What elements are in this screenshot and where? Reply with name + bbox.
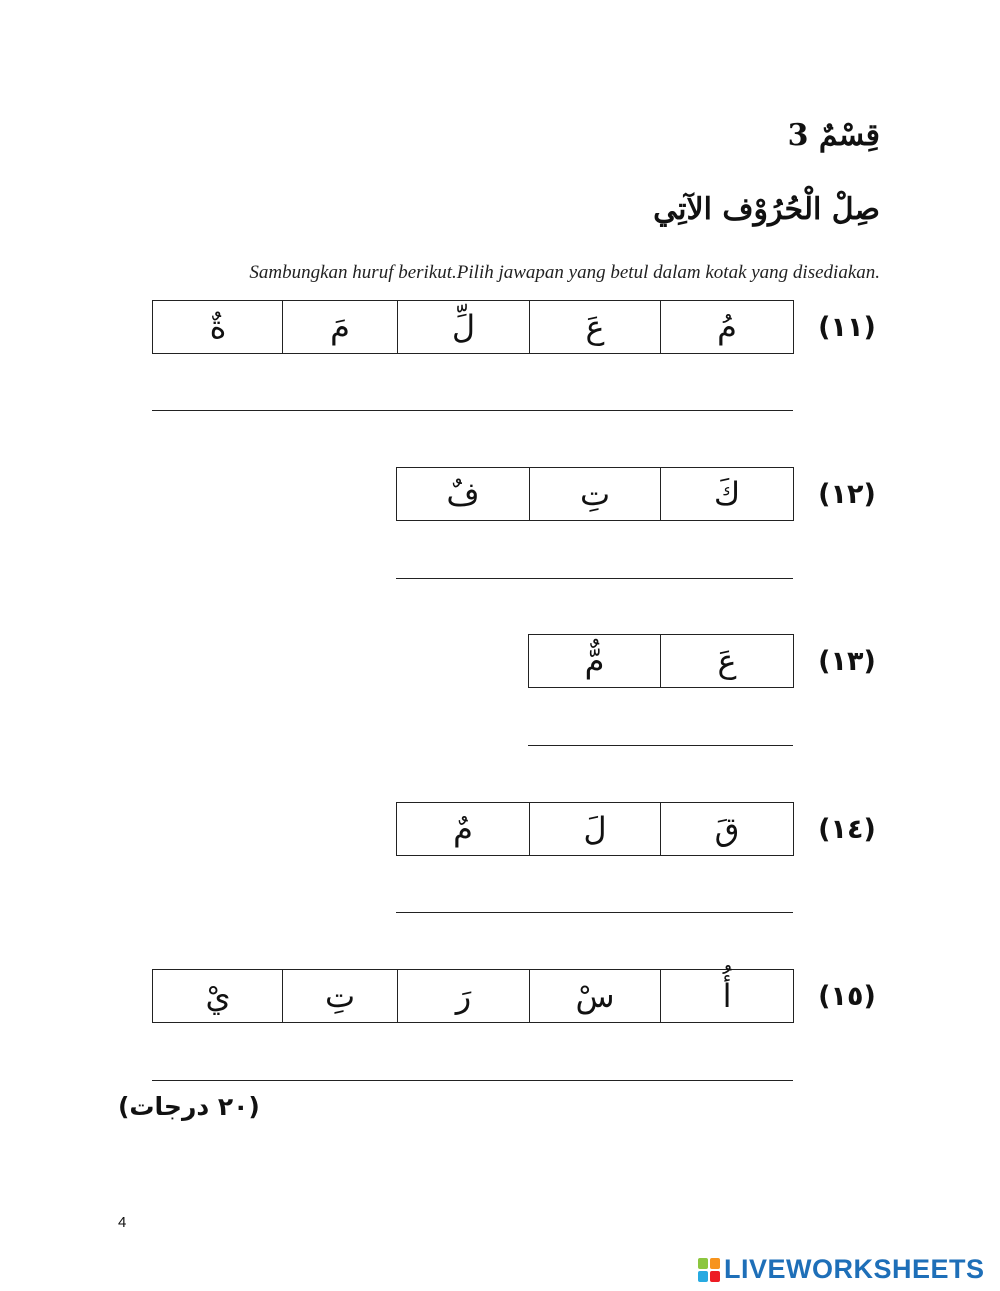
answer-line-15[interactable]: [152, 1080, 793, 1081]
letter-box: سْ: [529, 970, 660, 1022]
letter-box: يْ: [205, 977, 231, 1015]
letter-box: تِ: [282, 970, 397, 1022]
question-label-13: (١٣): [818, 646, 876, 677]
question-label-12: (١٢): [818, 479, 876, 510]
instruction-text: Sambungkan huruf berikut.Pilih jawapan yang betul dalam kotak yang disediakan.: [249, 262, 880, 283]
letter-box: مٌ: [453, 810, 473, 848]
letter-box: أُ: [660, 970, 793, 1022]
answer-line-14[interactable]: [396, 912, 793, 913]
letter-box: رَ: [397, 970, 529, 1022]
answer-line-11[interactable]: [152, 410, 793, 411]
question-label-11: (١١): [818, 312, 876, 343]
letter-box: مُ: [660, 301, 793, 353]
letter-box: مَ: [282, 301, 397, 353]
section-subtitle: صِلْ الْحُرُوْف الآتِي: [653, 192, 880, 227]
letter-box: عَ: [529, 301, 660, 353]
letter-box: لَ: [529, 803, 660, 855]
letter-box: لِّ: [397, 301, 529, 353]
letter-boxes-12: [396, 467, 794, 521]
liveworksheets-brand[interactable]: [698, 1254, 985, 1285]
liveworksheets-logo-icon: [698, 1258, 720, 1282]
section-title: قِسْمٌ 3: [787, 118, 880, 153]
letter-boxes-15: [152, 969, 794, 1023]
brand-text: LIVEWORKSHEETS: [724, 1254, 985, 1284]
letter-box: فٌ: [446, 475, 480, 513]
letter-box: كَ: [660, 468, 793, 520]
letter-box: ةٌ: [209, 308, 227, 346]
letter-box: عَ: [660, 635, 793, 687]
answer-line-12[interactable]: [396, 578, 793, 579]
letter-box: تِ: [529, 468, 660, 520]
answer-line-13[interactable]: [528, 745, 793, 746]
question-label-14: (١٤): [818, 814, 876, 845]
letter-box: مٌّ: [584, 642, 605, 680]
page-number: 4: [118, 1214, 127, 1231]
letter-boxes-11: [152, 300, 794, 354]
question-label-15: (١٥): [818, 981, 876, 1012]
letter-boxes-14: [396, 802, 794, 856]
letter-box: قَ: [660, 803, 793, 855]
letter-boxes-13: [528, 634, 794, 688]
marks-total: (٢٠ درجات): [118, 1092, 260, 1121]
